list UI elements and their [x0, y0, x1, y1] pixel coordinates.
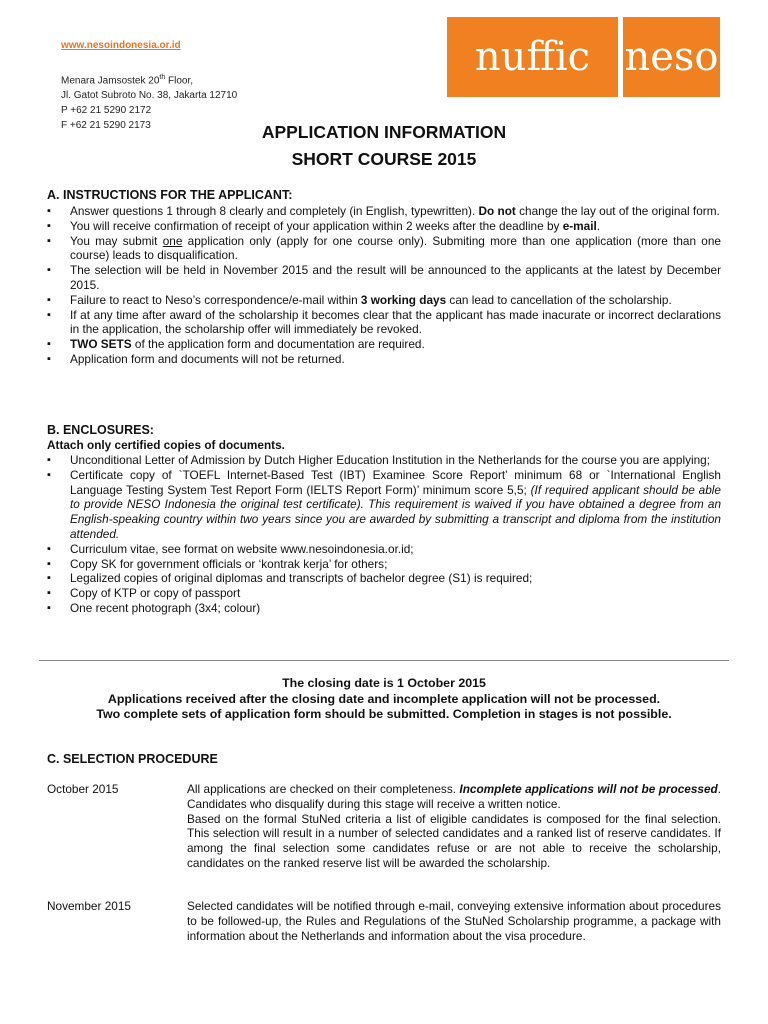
list-item: ▪ Application form and documents will not be returned.	[47, 352, 721, 367]
website-link[interactable]: www.nesoindonesia.or.id	[61, 40, 181, 51]
fax-number: F +62 21 5290 2173	[61, 120, 151, 132]
section-a-heading: A. INSTRUCTIONS FOR THE APPLICANT:	[47, 188, 293, 202]
list-item: ▪ Answer questions 1 through 8 clearly and completely (in English, typewritten). Do not change the lay out of the original form.	[47, 204, 721, 219]
schedule-date-october: October 2015	[47, 782, 119, 796]
list-item: ▪ Curriculum vitae, see format on website www.nesoindonesia.or.id;	[47, 542, 721, 557]
list-item: ▪ Legalized copies of original diplomas and transcripts of bachelor degree (S1) is required;	[47, 571, 721, 586]
list-item: ▪ Certificate copy of `TOEFL Internet-Based Test (IBT) Examinee Score Report’ minimum 68 or `International English Language Testing System Test Report Form (IELTS Report Form)’ minimum score 5,5; (If required applicant should be able to provide NESO Indonesia the original test certificate). This requirement is waived if you have obtained a degree from an English-speaking country within two years since you are awarded by submitting a transcript and diploma from the institution attended.	[47, 468, 721, 542]
list-item: ▪ Copy of KTP or copy of passport	[47, 586, 721, 601]
october-paragraph-1: All applications are checked on their completeness. Incomplete applications will not be processed. Candidates who disqualify during this stage will receive a written notice.	[187, 782, 721, 811]
list-item: ▪ Unconditional Letter of Admission by Dutch Higher Education Institution in the Netherlands for the course you are applying;	[47, 453, 721, 468]
instructions-list	[47, 204, 721, 367]
closing-date: The closing date is 1 October 2015	[282, 676, 486, 690]
list-item: ▪ TWO SETS of the application form and documentation are required.	[47, 337, 721, 352]
section-b-subheading: Attach only certified copies of documents.	[47, 438, 285, 452]
divider	[39, 660, 729, 661]
october-paragraph-2: Based on the formal StuNed criteria a list of eligible candidates is composed for the final selection. This selection will result in a number of selected candidates and a ranked list of reserve candidates. If among the final selection some candidates refuse or are not able to receive the scholarship, candidates on the ranked reserve list will be awarded the scholarship.	[187, 811, 721, 870]
page-title: APPLICATION INFORMATION	[261, 122, 507, 142]
list-item: ▪ If at any time after award of the scholarship it becomes clear that the applicant has made inacurate or incorrect declarations in the application, the scholarship offer will immediately be revoked.	[47, 308, 721, 338]
schedule-date-november: November 2015	[47, 899, 131, 913]
closing-date-notice	[39, 676, 729, 723]
list-item: ▪ You may submit one application only (apply for one course only). Submiting more than one application (more than one course) leads to disqualification.	[47, 234, 721, 264]
list-item: ▪ One recent photograph (3x4; colour)	[47, 601, 721, 616]
schedule-text-october	[187, 782, 721, 871]
list-item: ▪ The selection will be held in November 2015 and the result will be announced to the applicants at the latest by December 2015.	[47, 263, 721, 293]
late-application-warning: Applications received after the closing date and incomplete application will not be processed.	[107, 691, 661, 706]
schedule-text-november: Selected candidates will be notified through e-mail, conveying extensive information about procedures to be followed-up, the Rules and Regulations of the StuNed Scholarship programme, a package with information about the Netherlands and information about the visa procedure.	[187, 899, 721, 943]
list-item: ▪ Copy SK for government officials or ‘kontrak kerja’ for others;	[47, 557, 721, 572]
page-subtitle: SHORT COURSE 2015	[291, 149, 477, 169]
list-item: ▪ Failure to react to Neso’s correspondence/e-mail within 3 working days can lead to cancellation of the scholarship.	[47, 293, 721, 308]
section-c-heading: C. SELECTION PROCEDURE	[47, 752, 218, 766]
section-b-heading: B. ENCLOSURES:	[47, 423, 154, 437]
address-line-2: Jl. Gatot Subroto No. 38, Jakarta 12710	[61, 90, 238, 102]
phone-number: P +62 21 5290 2172	[61, 105, 152, 117]
list-item: ▪ You will receive confirmation of receipt of your application within 2 weeks after the deadline by e-mail.	[47, 219, 721, 234]
complete-sets-warning: Two complete sets of application form should be submitted. Completion in stages is not possible.	[96, 707, 672, 721]
address-line-1: Menara Jamsostek 20th Floor,	[61, 74, 194, 87]
enclosures-list	[47, 453, 721, 616]
neso-logo: neso	[623, 17, 720, 97]
nuffic-logo: nuffic	[447, 17, 618, 97]
